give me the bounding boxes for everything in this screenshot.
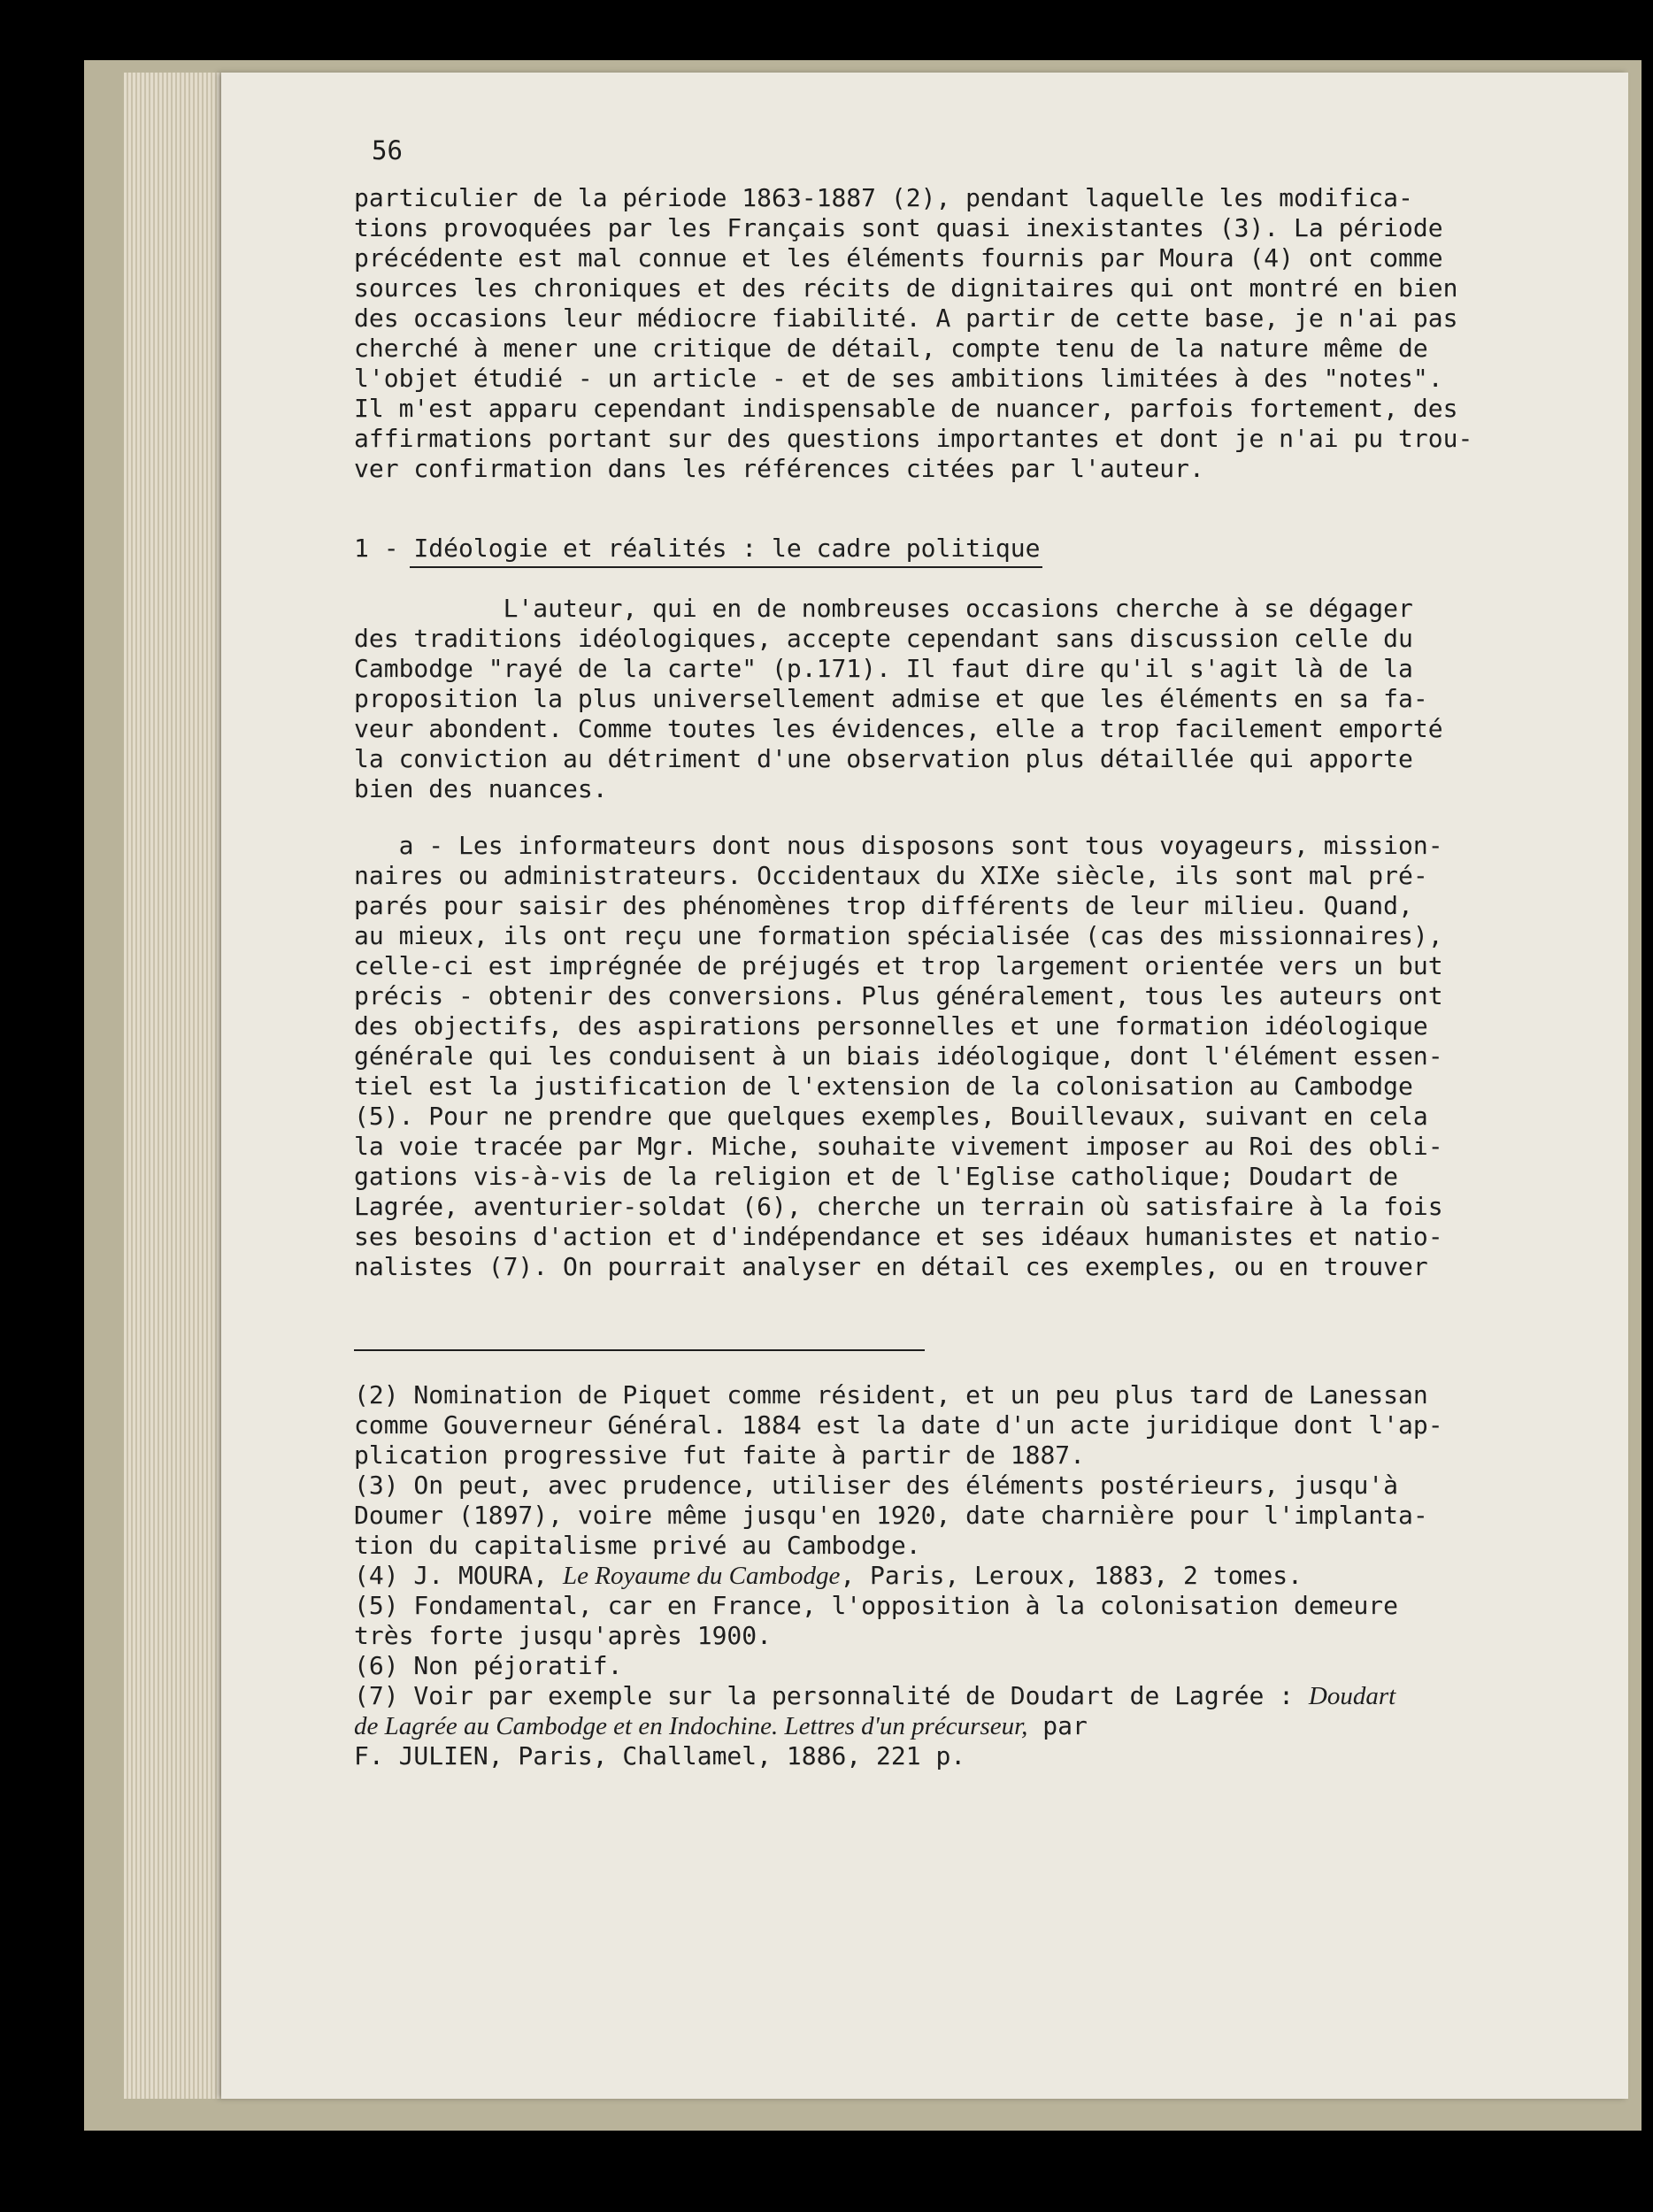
text-line: la voie tracée par Mgr. Miche, souhaite vivement imposer au Roi des obli-: [354, 1132, 1443, 1161]
footnote-7-publisher: F. JULIEN, Paris, Challamel, 1886, 221 p.: [354, 1741, 966, 1770]
heading-underline: [410, 566, 1042, 568]
footnote-6: (6) Non péjoratif.: [354, 1651, 623, 1680]
text-line: particulier de la période 1863-1887 (2), pendant laquelle les modifica-: [354, 183, 1413, 212]
text-line: sources les chroniques et des récits de dignitaires qui ont montré en bien: [354, 273, 1458, 303]
footnote-3-line: tion du capitalisme privé au Cambodge.: [354, 1531, 921, 1560]
footnote-5-line: (5) Fondamental, car en France, l'opposition à la colonisation demeure: [354, 1591, 1399, 1620]
text-line: précédente est mal connue et les éléments fournis par Moura (4) ont comme: [354, 243, 1443, 273]
text-line: tions provoquées par les Français sont quasi inexistantes (3). La période: [354, 213, 1443, 242]
footnote-7-title-start: Doudart: [1308, 1682, 1396, 1710]
footnote-4-suffix: , Paris, Leroux, 1883, 2 tomes.: [840, 1561, 1303, 1590]
page-number: 56: [372, 135, 403, 165]
footnote-separator: [354, 1349, 925, 1351]
section-heading: [354, 534, 1040, 564]
text-line: affirmations portant sur des questions importantes et dont je n'ai pu trou-: [354, 424, 1473, 453]
intro-paragraph: [354, 183, 1472, 484]
paragraph-ideology: [354, 594, 1443, 804]
paragraph-informants: [354, 831, 1443, 1282]
footnote-4-title: Le Royaume du Cambodge: [563, 1562, 841, 1590]
text-line: précis - obtenir des conversions. Plus généralement, tous les auteurs ont: [354, 981, 1443, 1010]
heading-title: Idéologie et réalités : le cadre politique: [413, 534, 1041, 563]
footnotes: [354, 1380, 1443, 1771]
text-line: au mieux, ils ont reçu une formation spécialisée (cas des missionnaires),: [354, 921, 1443, 950]
text-line: L'auteur, qui en de nombreuses occasions cherche à se dégager: [354, 594, 1413, 623]
footnote-2-line: comme Gouverneur Général. 1884 est la date d'un acte juridique dont l'ap-: [354, 1410, 1443, 1440]
text-line: proposition la plus universellement admise et que les éléments en sa fa-: [354, 684, 1428, 713]
footnote-7-suffix: par: [1027, 1711, 1088, 1740]
text-line: cherché à mener une critique de détail, compte tenu de la nature même de: [354, 334, 1428, 363]
text-line: parés pour saisir des phénomènes trop différents de leur milieu. Quand,: [354, 891, 1413, 920]
text-line: naires ou administrateurs. Occidentaux du XIXe siècle, ils sont mal pré-: [354, 861, 1428, 890]
text-line: veur abondent. Comme toutes les évidences, elle a trop facilement emporté: [354, 714, 1443, 743]
text-line: gations vis-à-vis de la religion et de l'Eglise catholique; Doudart de: [354, 1162, 1399, 1191]
text-line: bien des nuances.: [354, 774, 608, 803]
text-line: nalistes (7). On pourrait analyser en détail ces exemples, ou en trouver: [354, 1252, 1428, 1281]
text-line: des occasions leur médiocre fiabilité. A partir de cette base, je n'ai pas: [354, 303, 1458, 333]
text-line: la conviction au détriment d'une observation plus détaillée qui apporte: [354, 744, 1413, 773]
footnote-5-line: très forte jusqu'après 1900.: [354, 1621, 773, 1650]
footnote-7-prefix: (7) Voir par exemple sur la personnalité de Doudart de Lagrée :: [354, 1681, 1309, 1710]
text-line: tiel est la justification de l'extension de la colonisation au Cambodge: [354, 1071, 1413, 1101]
footnote-2-line: plication progressive fut faite à partir de 1887.: [354, 1440, 1086, 1470]
text-line: ver confirmation dans les références citées par l'auteur.: [354, 454, 1204, 483]
text-line: ses besoins d'action et d'indépendance et ses idéaux humanistes et natio-: [354, 1222, 1443, 1251]
text-line: Il m'est apparu cependant indispensable de nuancer, parfois fortement, des: [354, 394, 1458, 423]
page-stack-edges: [124, 73, 226, 2099]
text-line: des traditions idéologiques, accepte cependant sans discussion celle du: [354, 624, 1413, 653]
text-line: celle-ci est imprégnée de préjugés et trop largement orientée vers un but: [354, 951, 1443, 980]
footnote-7-title-rest: de Lagrée au Cambodge et en Indochine. Lettres d'un précurseur,: [354, 1712, 1028, 1740]
footnote-3-line: (3) On peut, avec prudence, utiliser des éléments postérieurs, jusqu'à: [354, 1471, 1399, 1500]
footnote-2-line: (2) Nomination de Piquet comme résident, et un peu plus tard de Lanessan: [354, 1380, 1428, 1409]
footnote-3-line: Doumer (1897), voire même jusqu'en 1920, date charnière pour l'implanta-: [354, 1501, 1428, 1530]
heading-number: 1 -: [354, 534, 414, 563]
text-line: Lagrée, aventurier-soldat (6), cherche un terrain où satisfaire à la fois: [354, 1192, 1443, 1221]
text-line: a - Les informateurs dont nous disposons sont tous voyageurs, mission-: [354, 831, 1443, 860]
text-line: des objectifs, des aspirations personnelles et une formation idéologique: [354, 1011, 1428, 1041]
text-line: Cambodge "rayé de la carte" (p.171). Il faut dire qu'il s'agit là de la: [354, 654, 1413, 683]
text-line: (5). Pour ne prendre que quelques exemples, Bouillevaux, suivant en cela: [354, 1102, 1428, 1131]
footnote-4-prefix: (4) J. MOURA,: [354, 1561, 564, 1590]
text-line: générale qui les conduisent à un biais idéologique, dont l'élément essen-: [354, 1041, 1443, 1071]
text-line: l'objet étudié - un article - et de ses ambitions limitées à des "notes".: [354, 364, 1443, 393]
